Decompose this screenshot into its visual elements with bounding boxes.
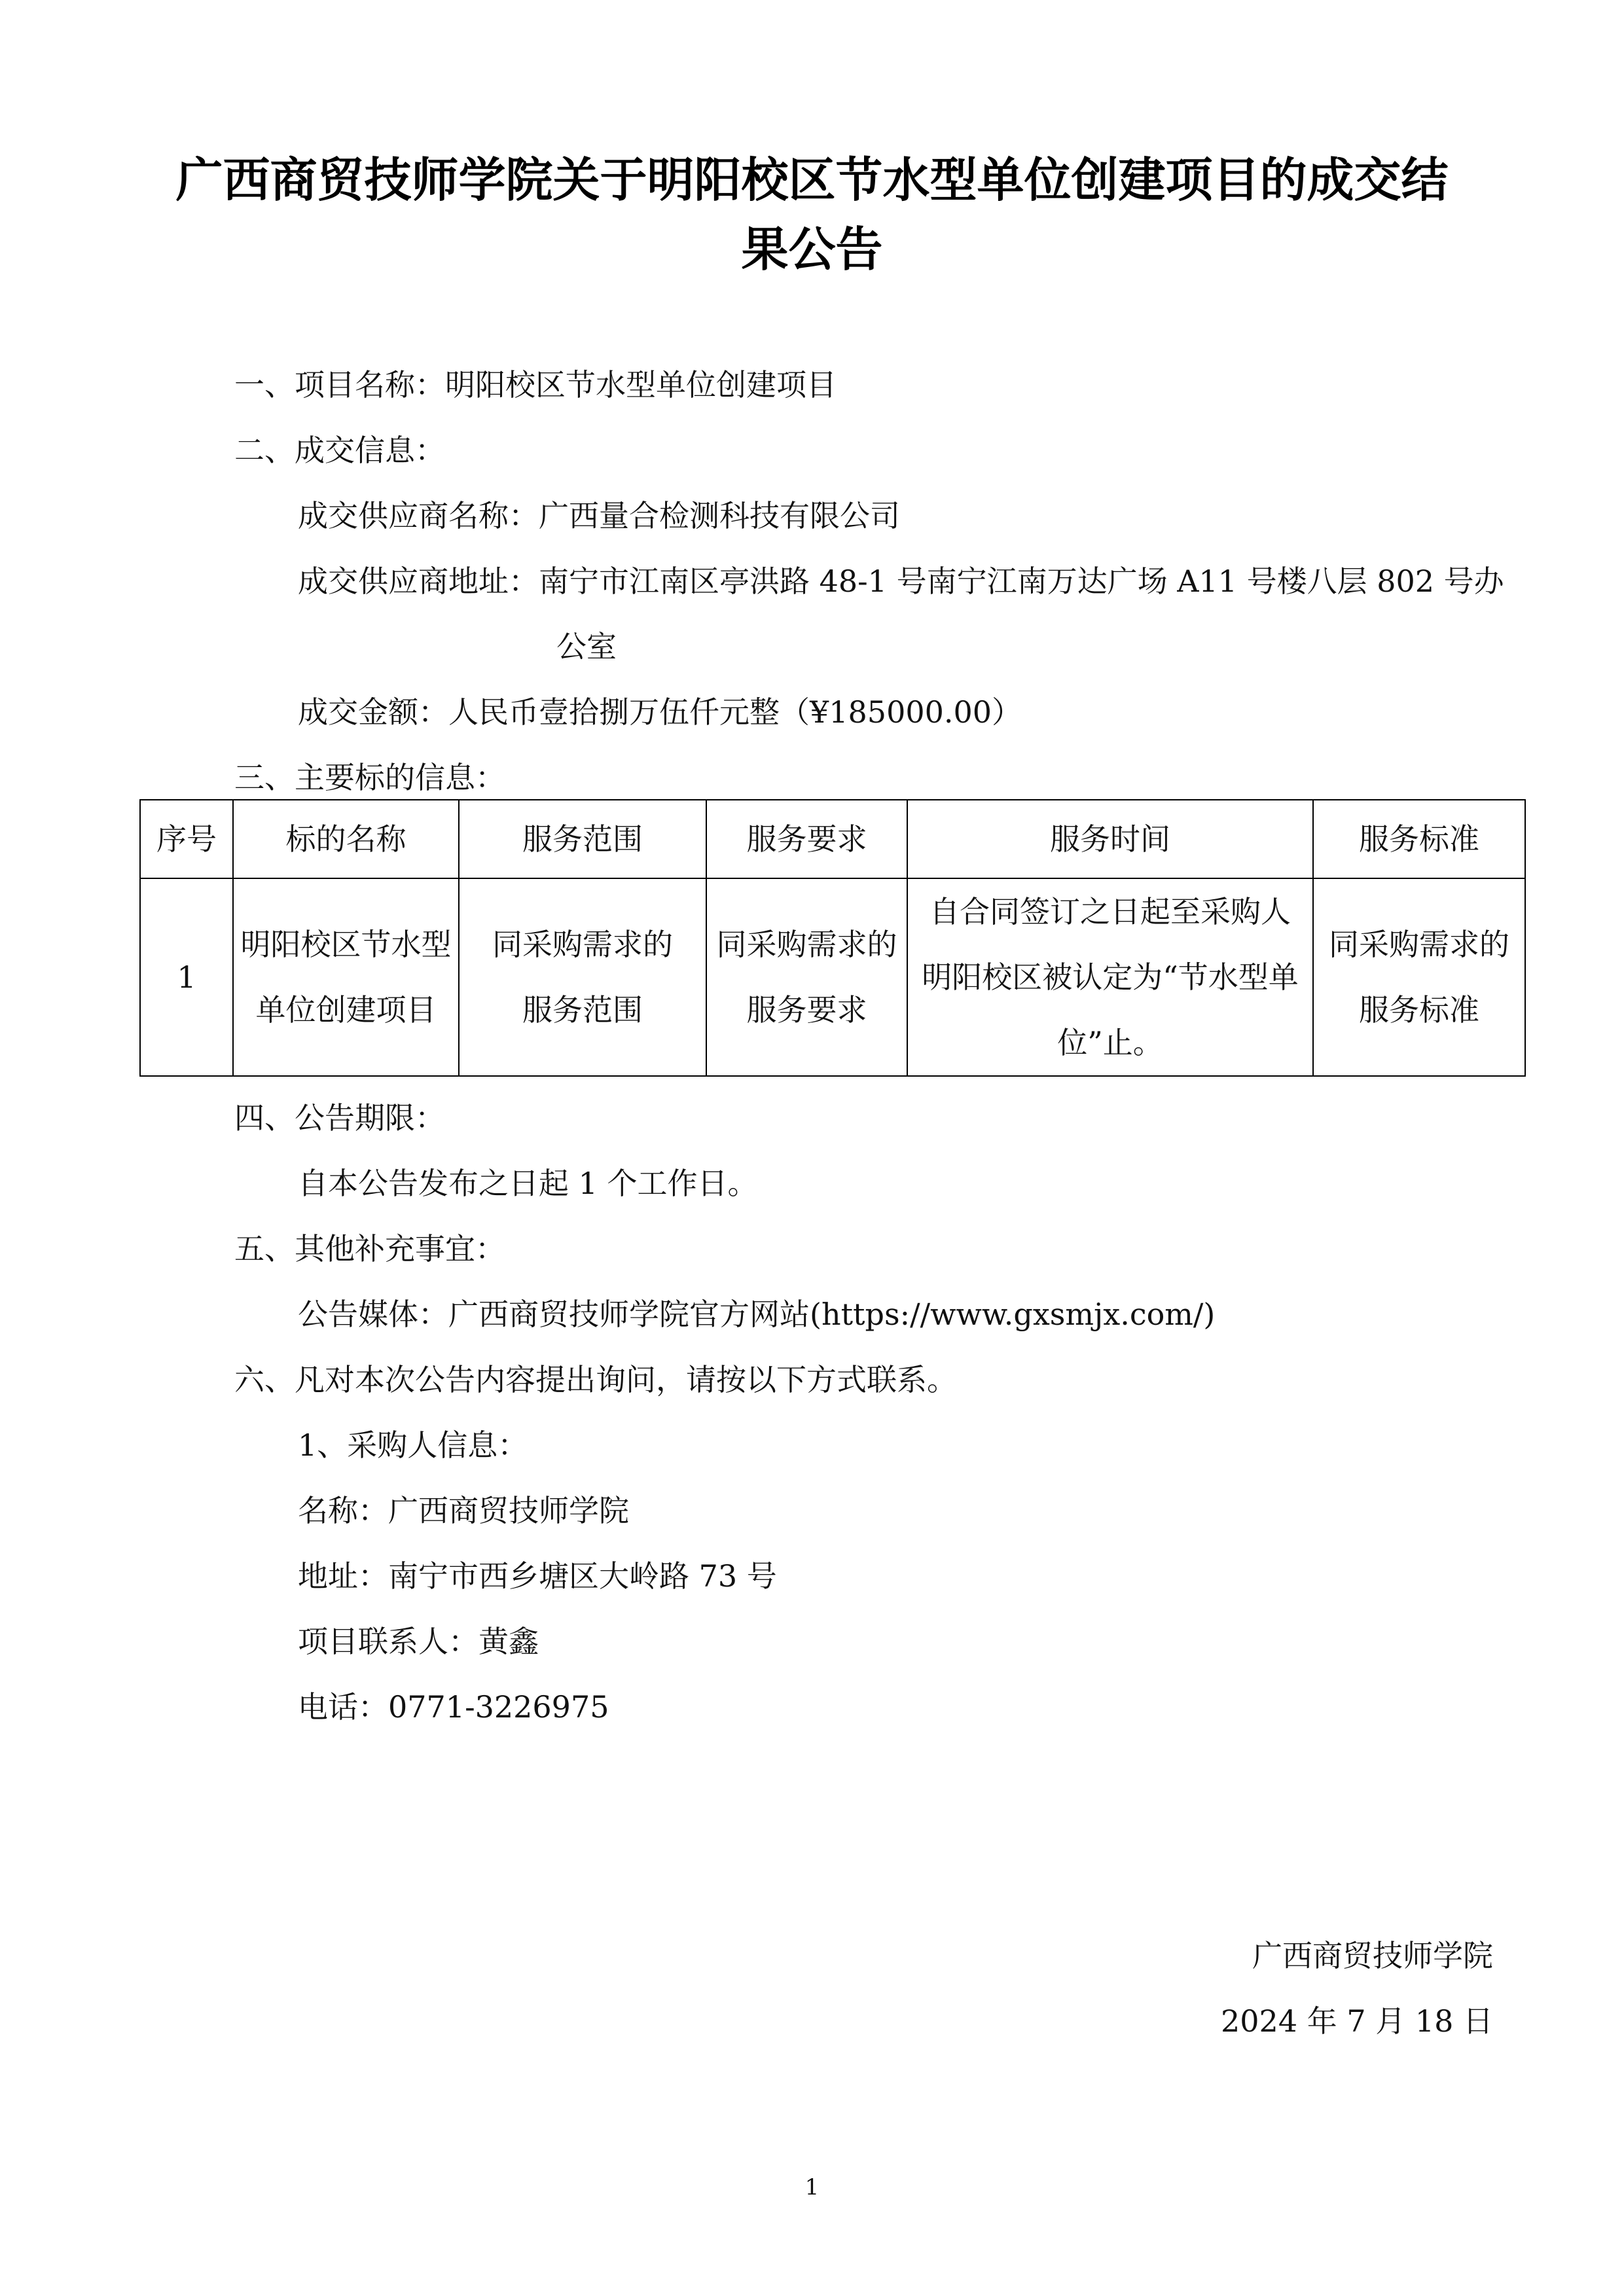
page-number: 1: [804, 2174, 820, 2200]
column-header-time: 服务时间: [907, 800, 1313, 878]
cell-standard: 同采购需求的服务标准: [1313, 878, 1525, 1076]
supplier-address-continuation: 公室: [556, 629, 617, 664]
buyer-address-line: 地址：南宁市西乡塘区大岭路 73 号: [298, 1558, 777, 1594]
title-line-2: 果公告: [741, 222, 883, 277]
supplier-name-line: 成交供应商名称：广西量合检测科技有限公司: [298, 498, 900, 533]
column-header-requirement: 服务要求: [706, 800, 907, 878]
project-name-line: 一、项目名称：明阳校区节水型单位创建项目: [234, 367, 837, 403]
cell-name: 明阳校区节水型单位创建项目: [233, 878, 459, 1076]
column-header-name: 标的名称: [233, 800, 459, 878]
cell-requirement: 同采购需求的服务要求: [706, 878, 907, 1076]
column-header-standard: 服务标准: [1313, 800, 1525, 878]
main-items-table: [139, 799, 1526, 1077]
table-row: [140, 878, 1525, 1076]
notice-period-heading: 四、公告期限：: [234, 1100, 445, 1136]
cell-no: 1: [140, 878, 233, 1076]
other-matters-heading: 五、其他补充事宜：: [234, 1231, 505, 1266]
inquiry-heading: 六、凡对本次公告内容提出询问，请按以下方式联系。: [234, 1362, 957, 1397]
table-header-row: [140, 800, 1525, 878]
title-line-1: 广西商贸技师学院关于明阳校区节水型单位创建项目的成交结: [175, 152, 1449, 207]
notice-period-text: 自本公告发布之日起 1 个工作日。: [298, 1166, 758, 1201]
cell-scope: 同采购需求的服务范围: [459, 878, 706, 1076]
column-header-no: 序号: [140, 800, 233, 878]
deal-info-heading: 二、成交信息：: [234, 433, 445, 468]
supplier-address-line: 成交供应商地址：南宁市江南区亭洪路 48-1 号南宁江南万达广场 A11 号楼八层 802 号办: [298, 564, 1504, 599]
column-header-scope: 服务范围: [459, 800, 706, 878]
main-items-heading: 三、主要标的信息：: [234, 760, 505, 795]
page-title: [131, 145, 1493, 284]
phone-line: 电话：0771-3226975: [298, 1689, 609, 1725]
deal-amount-line: 成交金额：人民币壹拾捌万伍仟元整（¥185000.00）: [298, 694, 1022, 730]
signature-date: 2024 年 7 月 18 日: [1221, 2003, 1493, 2039]
buyer-info-heading: 1、采购人信息：: [298, 1427, 528, 1463]
signature-org: 广西商贸技师学院: [1252, 1938, 1493, 1973]
publication-media-line: 公告媒体：广西商贸技师学院官方网站(https://www.gxsmjx.com/): [298, 1297, 1216, 1332]
cell-time: 自合同签订之日起至采购人明阳校区被认定为“节水型单位”止。: [907, 878, 1313, 1076]
contact-person-line: 项目联系人：黄鑫: [298, 1624, 539, 1659]
buyer-name-line: 名称：广西商贸技师学院: [298, 1493, 629, 1528]
